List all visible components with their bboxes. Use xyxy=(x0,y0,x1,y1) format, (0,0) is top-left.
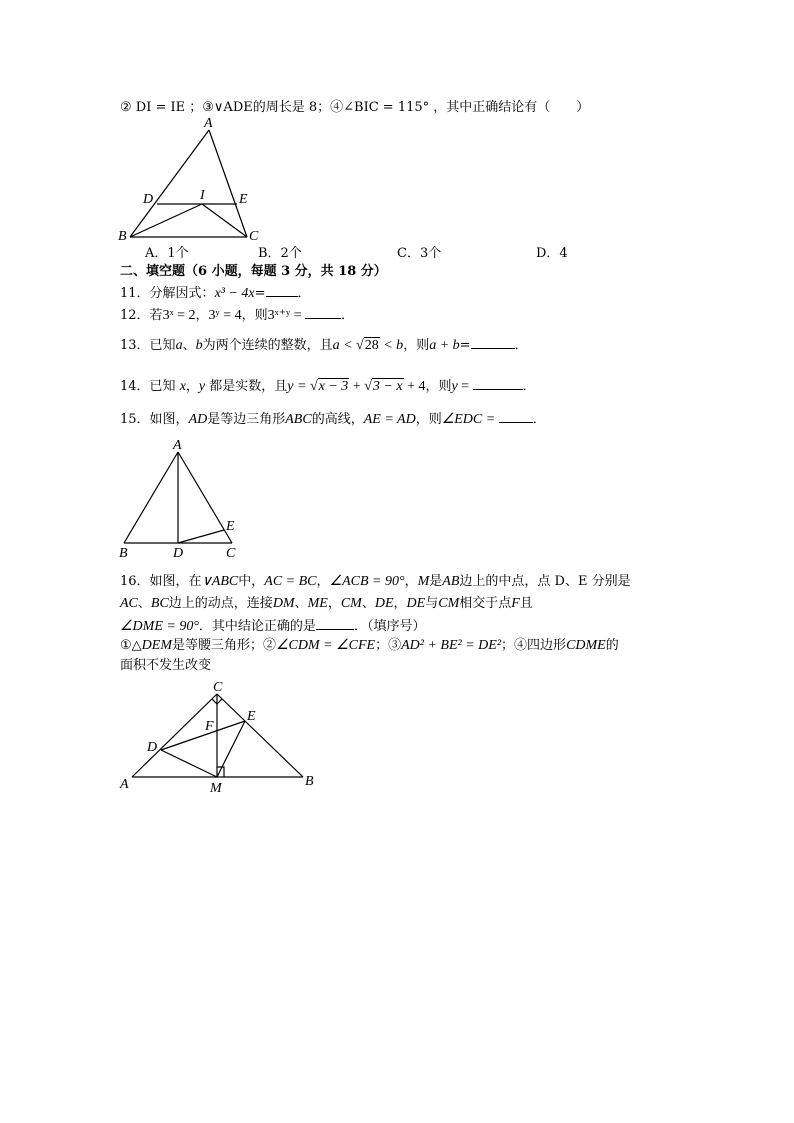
q16-cdme: CDME xyxy=(566,638,606,653)
q16-cm: CM xyxy=(340,596,362,611)
q16-label-b: B xyxy=(305,774,314,789)
q16-t3: ， xyxy=(316,574,330,589)
q14: 14．已知 x，y 都是实数，且y = √x − 3 + √3 − x + 4，则y = ． xyxy=(120,379,536,394)
q11-end: ． xyxy=(297,286,311,301)
q16-number: 16． xyxy=(120,574,150,589)
q15-end: ． xyxy=(532,412,546,427)
q13-ineq-left: a < xyxy=(332,338,357,353)
q10-option-c[interactable]: C．3个 xyxy=(397,246,442,261)
q10-option-b[interactable]: B．2个 xyxy=(258,246,302,261)
q16-label-a: A xyxy=(120,777,129,792)
q16-l2-s2: ， xyxy=(327,596,341,611)
q14-y: y xyxy=(198,379,206,394)
q16-me: ME xyxy=(307,596,328,611)
q15-label-a: A xyxy=(173,438,182,453)
q16-de: DE xyxy=(374,596,394,611)
q16-de2: DE xyxy=(406,596,426,611)
q16-l2-s1: 、 xyxy=(294,596,308,611)
q16-c2: ∠CDM = ∠CFE xyxy=(276,638,376,653)
q10-label-b: B xyxy=(118,229,127,244)
q16-c1: ①△ xyxy=(120,638,142,653)
q16-l2-t5: 且 xyxy=(519,596,533,611)
q15-number: 15． xyxy=(120,412,150,427)
q16-f: F xyxy=(511,596,520,611)
q16-l2-s4: ， xyxy=(393,596,407,611)
q16-eq1: AC = BC xyxy=(264,574,317,589)
q15-abc: ABC xyxy=(285,412,312,427)
q15-eq: AE = AD xyxy=(363,412,416,427)
q13-radicand: 28 xyxy=(364,338,379,353)
q14-number: 14． xyxy=(120,379,150,394)
q11-expr: x³ − 4x xyxy=(214,286,255,301)
q11-number: 11． xyxy=(120,286,150,301)
q10-label-a: A xyxy=(204,116,213,131)
q16-label-m: M xyxy=(210,781,222,796)
q16-cm2: CM xyxy=(438,596,460,611)
q16-triangle: ∨ABC xyxy=(201,574,239,589)
q12-expr2: 3ʸ = 4 xyxy=(208,308,242,323)
q16-dm: DM xyxy=(272,596,295,611)
q16-t1: 如图，在 xyxy=(149,574,202,589)
q16-label-c: C xyxy=(213,680,223,695)
q10-label-i: I xyxy=(200,188,205,203)
q13-mid3: ，则 xyxy=(403,338,430,353)
q16-ab: AB xyxy=(442,574,460,589)
q12-end: ． xyxy=(341,308,355,323)
q10-label-d: D xyxy=(143,192,154,207)
q14-plus: + xyxy=(349,379,365,394)
q16-label-f: F xyxy=(205,719,214,734)
q15-ad: AD xyxy=(188,412,208,427)
q12-number: 12． xyxy=(120,308,150,323)
q12-mid: ，则 xyxy=(241,308,268,323)
q16-label-e: E xyxy=(247,709,256,724)
q15-text: 如图， xyxy=(149,412,189,427)
q14-radical1: x − 3 xyxy=(318,379,349,394)
q15-mid3: ，则 xyxy=(415,412,442,427)
q12-text: 若 xyxy=(149,308,163,323)
q16-l3-t1: ．其中结论正确的是 xyxy=(198,619,316,634)
q14-x: x xyxy=(179,379,186,394)
q16-l2-t4: 相交于点 xyxy=(459,596,512,611)
q16-dem: DEM xyxy=(141,638,172,653)
q16-angle-dme: ∠DME = 90° xyxy=(120,619,199,634)
q10-statement: ② DI = IE ；③∨ADE的周长是 8；④∠BIC = 115° ，其中正确结论有（ ） xyxy=(120,100,590,115)
q16-bc: BC xyxy=(150,596,169,611)
q15-label-b: B xyxy=(119,546,128,561)
q14-tail: = xyxy=(457,379,473,394)
q15-label-d: D xyxy=(173,546,184,561)
q16-l4-s1: ；③ xyxy=(375,638,402,653)
q14-mid3: ，则 xyxy=(425,379,452,394)
q16-l3-t2: ．（填序号） xyxy=(353,619,426,634)
q12-expr3: 3ˣ⁺ʸ = xyxy=(267,308,306,323)
q14-mid2: 都是实数，且 xyxy=(205,379,288,394)
q13-a: a xyxy=(175,338,183,353)
q14-plus4: + 4 xyxy=(403,379,426,394)
q16-l2-t2: 边上的动点，连接 xyxy=(168,596,273,611)
q15-label-e: E xyxy=(226,519,235,534)
q13-text: 已知 xyxy=(149,338,176,353)
q13-sum: a + b xyxy=(429,338,460,353)
q16-eq2: ∠ACB = 90° xyxy=(329,574,405,589)
q15-mid2: 的高线， xyxy=(311,412,364,427)
q12-expr1: 3ˣ = 2 xyxy=(162,308,196,323)
q15-angle: ∠EDC = xyxy=(441,412,499,427)
section-title: 二、填空题（6 小题，每题 3 分，共 18 分） xyxy=(120,264,387,279)
q16-line5: 面积不发生改变 xyxy=(120,658,212,673)
q16-t5: 是 xyxy=(429,574,443,589)
q13-number: 13． xyxy=(120,338,150,353)
q13-end: ． xyxy=(514,338,528,353)
q14-radical2: 3 − x xyxy=(372,379,403,394)
q14-eq: y = xyxy=(287,379,310,394)
q16-l2-t1: 、 xyxy=(137,596,151,611)
q16-c1b: 是等腰三角形；② xyxy=(171,638,276,653)
q13-mid1: 、 xyxy=(182,338,196,353)
q12-sep: ， xyxy=(195,308,209,323)
q16-c4: 的 xyxy=(605,638,619,653)
q13-tail: = xyxy=(459,338,471,353)
q10-option-d[interactable]: D．4 xyxy=(536,246,568,261)
q16-m: M xyxy=(417,574,430,589)
q14-y2: y xyxy=(451,379,458,394)
q15-label-c: C xyxy=(226,546,236,561)
q16-l2-t3: 与 xyxy=(425,596,439,611)
q13: 13．已知a、b为两个连续的整数，且a < √28 < b，则a + b= ． xyxy=(120,338,528,353)
q11-tail: = xyxy=(254,286,266,301)
q16-t4: ， xyxy=(404,574,418,589)
q16-c3: AD² + BE² = DE² xyxy=(401,638,502,653)
q10-label-e: E xyxy=(239,192,248,207)
q14-end: ． xyxy=(522,379,536,394)
q16-l2-s3: 、 xyxy=(361,596,375,611)
q13-mid2: 为两个连续的整数，且 xyxy=(202,338,333,353)
q10-label-c: C xyxy=(249,229,259,244)
q14-text: 已知 xyxy=(149,379,180,394)
q15-mid1: 是等边三角形 xyxy=(207,412,286,427)
q10-option-a[interactable]: A．1个 xyxy=(145,246,189,261)
q16-t2: 中， xyxy=(238,574,265,589)
q13-ineq-right: < b xyxy=(379,338,404,353)
q13-b: b xyxy=(195,338,203,353)
q14-mid1: ， xyxy=(185,379,199,394)
q16-l4-s2: ；④四边形 xyxy=(501,638,567,653)
q16-label-d: D xyxy=(147,740,158,755)
q11-text: 分解因式： xyxy=(149,286,215,301)
q16-ac: AC xyxy=(120,596,138,611)
q16-t6: 边上的中点，点 D、E 分别是 xyxy=(459,574,631,589)
